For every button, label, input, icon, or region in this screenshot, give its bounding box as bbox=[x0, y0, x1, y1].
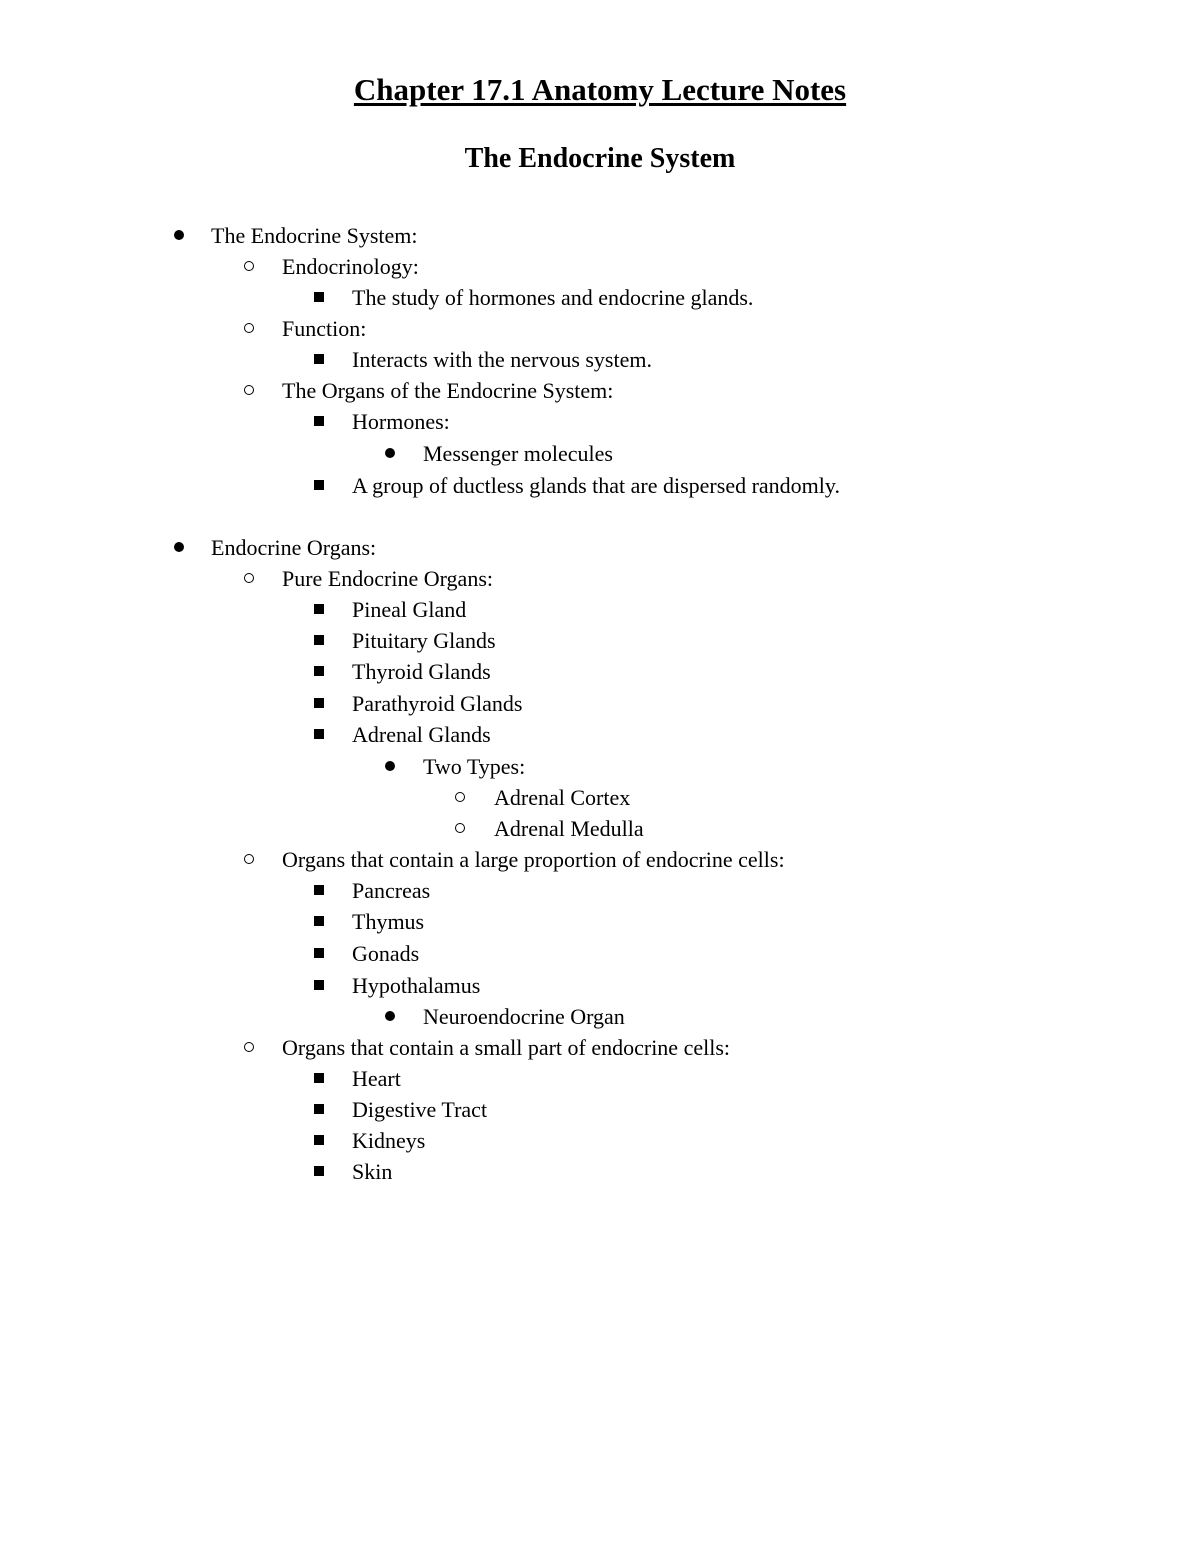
list-item bbox=[0, 344, 1200, 375]
list-item-text: Thyroid Glands bbox=[352, 658, 491, 684]
circle-icon bbox=[242, 563, 256, 594]
list-item-text: Organs that contain a small part of endocrine cells: bbox=[282, 1034, 731, 1060]
list-item-text: Adrenal Medulla bbox=[494, 815, 644, 841]
list-item bbox=[0, 282, 1200, 313]
list-item-text: Adrenal Cortex bbox=[494, 784, 631, 810]
list-item-text: Digestive Tract bbox=[352, 1096, 488, 1122]
list-item bbox=[0, 656, 1200, 687]
circle-icon bbox=[242, 844, 256, 875]
list-item bbox=[0, 625, 1200, 656]
square-icon bbox=[312, 282, 326, 313]
list-item bbox=[0, 1125, 1200, 1156]
list-item-text: Pineal Gland bbox=[352, 596, 467, 622]
list-item-text: Parathyroid Glands bbox=[352, 690, 523, 716]
list-item bbox=[0, 438, 1200, 469]
square-icon bbox=[312, 594, 326, 625]
list-item bbox=[0, 313, 1200, 344]
list-item bbox=[0, 251, 1200, 282]
list-item-text: Function: bbox=[282, 315, 367, 341]
circle-icon bbox=[242, 251, 256, 282]
list-item bbox=[0, 1063, 1200, 1094]
list-item bbox=[0, 938, 1200, 969]
list-item-text: Heart bbox=[352, 1065, 401, 1091]
square-icon bbox=[312, 344, 326, 375]
list-item bbox=[0, 844, 1200, 875]
list-item-text: Endocrine Organs: bbox=[211, 534, 377, 560]
list-item bbox=[0, 719, 1200, 750]
square-icon bbox=[312, 656, 326, 687]
list-item-text: The Endocrine System: bbox=[211, 222, 418, 248]
list-item-text: Two Types: bbox=[423, 753, 526, 779]
list-item bbox=[0, 220, 1200, 251]
list-item-text: Hypothalamus bbox=[352, 972, 481, 998]
list-item bbox=[0, 1094, 1200, 1125]
list-item bbox=[0, 688, 1200, 719]
list-item-text: Messenger molecules bbox=[423, 440, 613, 466]
list-item-text: Pure Endocrine Organs: bbox=[282, 565, 493, 591]
circle-icon bbox=[453, 782, 467, 813]
list-item-text: Thymus bbox=[352, 908, 425, 934]
square-icon bbox=[312, 719, 326, 750]
list-item-text: Pituitary Glands bbox=[352, 627, 496, 653]
list-item-text: Organs that contain a large proportion of endocrine cells: bbox=[282, 846, 785, 872]
list-item-text: Endocrinology: bbox=[282, 253, 419, 279]
list-item-text: Kidneys bbox=[352, 1127, 426, 1153]
circle-icon bbox=[453, 813, 467, 844]
list-item bbox=[0, 375, 1200, 406]
disc-icon bbox=[383, 1001, 397, 1032]
list-item bbox=[0, 406, 1200, 437]
list-item bbox=[0, 1032, 1200, 1063]
list-item-text: The study of hormones and endocrine glands. bbox=[352, 284, 754, 310]
circle-icon bbox=[242, 313, 256, 344]
disc-icon bbox=[383, 751, 397, 782]
square-icon bbox=[312, 1063, 326, 1094]
list-item bbox=[0, 782, 1200, 813]
square-icon bbox=[312, 406, 326, 437]
square-icon bbox=[312, 470, 326, 501]
page-subtitle: The Endocrine System bbox=[464, 143, 736, 174]
list-item bbox=[0, 470, 1200, 501]
list-item-text: Adrenal Glands bbox=[352, 721, 491, 747]
list-item bbox=[0, 751, 1200, 782]
list-item-text: Pancreas bbox=[352, 877, 431, 903]
list-item bbox=[0, 532, 1200, 563]
square-icon bbox=[312, 1156, 326, 1187]
list-item bbox=[0, 1001, 1200, 1032]
page-title: Chapter 17.1 Anatomy Lecture Notes bbox=[353, 72, 847, 107]
list-item bbox=[0, 813, 1200, 844]
circle-icon bbox=[242, 1032, 256, 1063]
disc-icon bbox=[172, 532, 186, 563]
list-item-text: Gonads bbox=[352, 940, 420, 966]
disc-icon bbox=[172, 220, 186, 251]
list-item bbox=[0, 563, 1200, 594]
list-item-text: The Organs of the Endocrine System: bbox=[282, 377, 614, 403]
list-item bbox=[0, 970, 1200, 1001]
disc-icon bbox=[383, 438, 397, 469]
list-item bbox=[0, 906, 1200, 937]
list-item-text: Hormones: bbox=[352, 408, 450, 434]
list-item-text: A group of ductless glands that are dispersed randomly. bbox=[352, 472, 840, 498]
square-icon bbox=[312, 906, 326, 937]
list-item-text: Interacts with the nervous system. bbox=[352, 346, 652, 372]
square-icon bbox=[312, 970, 326, 1001]
list-item bbox=[0, 1156, 1200, 1187]
square-icon bbox=[312, 688, 326, 719]
square-icon bbox=[312, 875, 326, 906]
list-item-text: Neuroendocrine Organ bbox=[423, 1003, 625, 1029]
square-icon bbox=[312, 625, 326, 656]
square-icon bbox=[312, 1125, 326, 1156]
list-item-text: Skin bbox=[352, 1158, 393, 1184]
list-item bbox=[0, 594, 1200, 625]
square-icon bbox=[312, 938, 326, 969]
square-icon bbox=[312, 1094, 326, 1125]
list-item bbox=[0, 875, 1200, 906]
circle-icon bbox=[242, 375, 256, 406]
